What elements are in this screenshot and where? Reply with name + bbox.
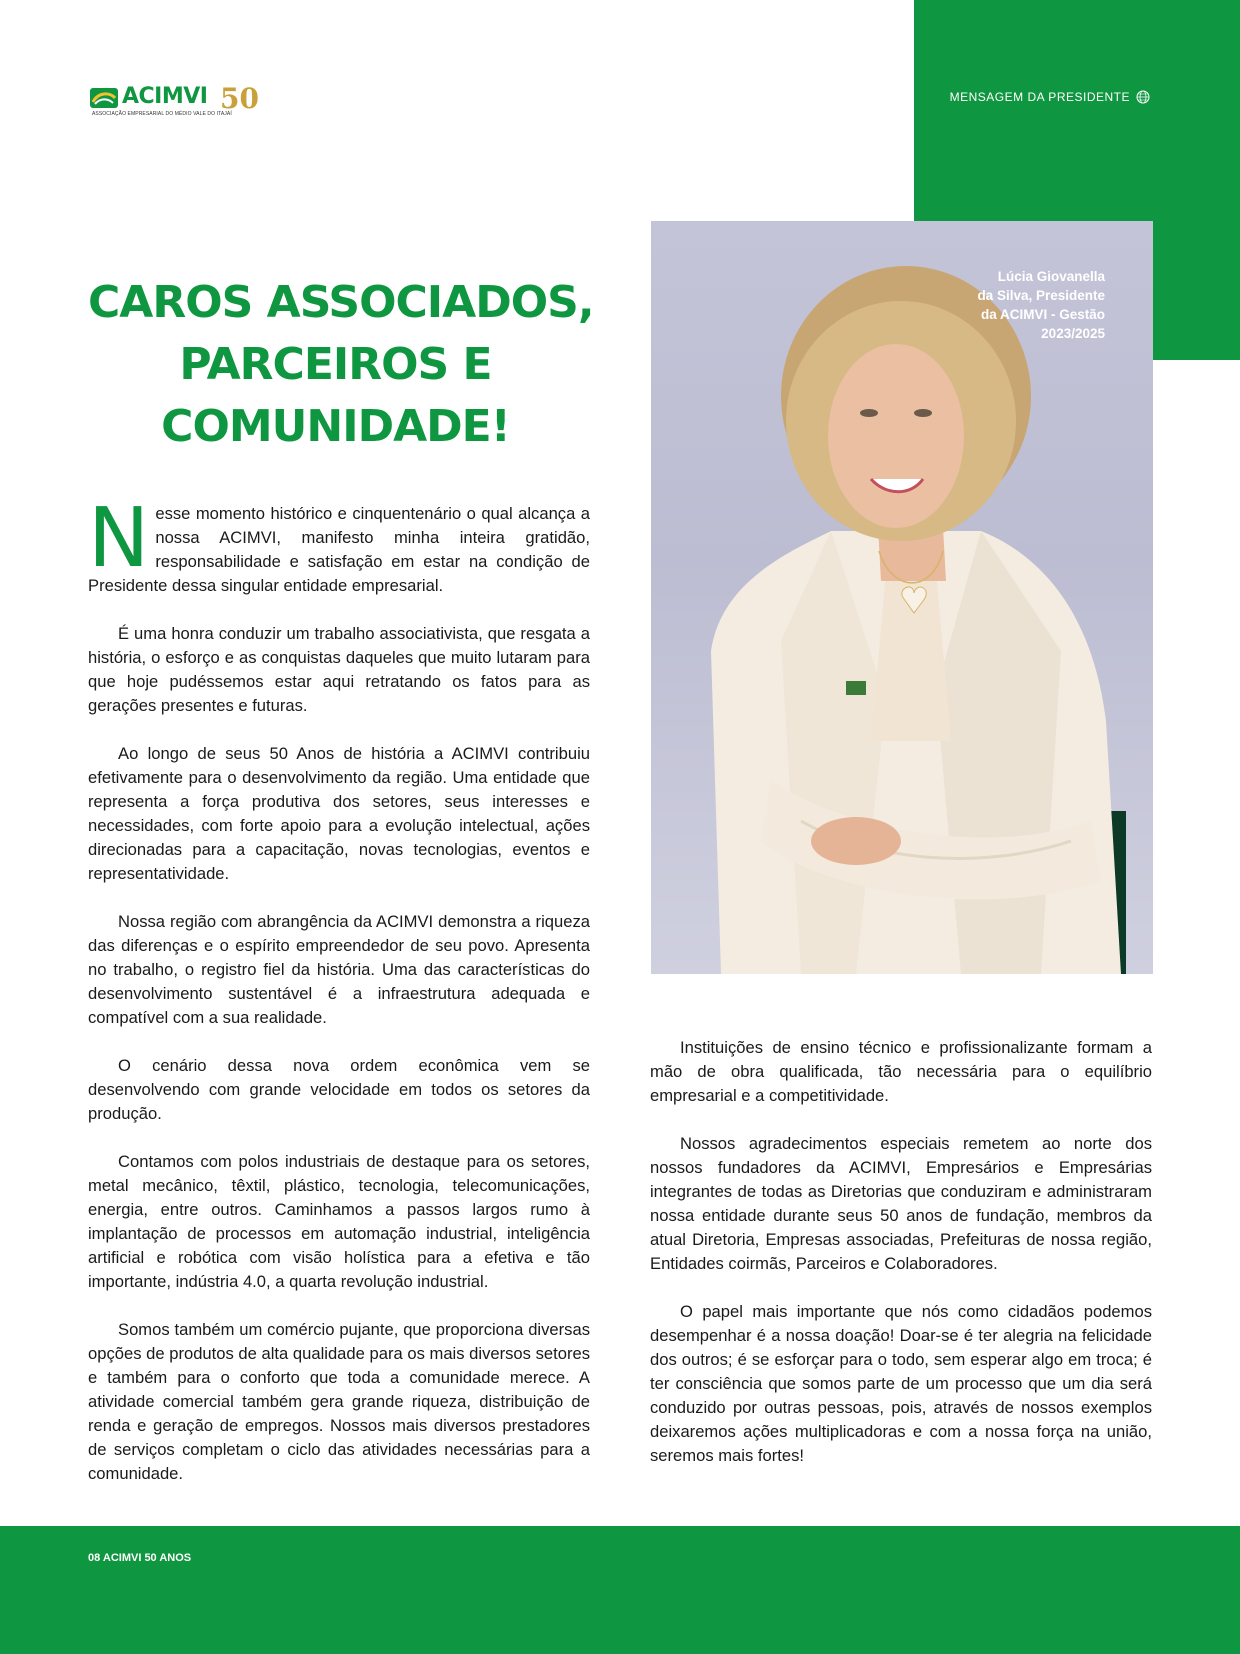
photo-caption [945, 267, 1105, 343]
paragraph-1-text: esse momento histórico e cinquentenário o qual alcança a nossa ACIMVI, manifesto minha inteira gratidão, responsabilidade e satisfação em estar na condição de Presidente dessa singular entidade empresarial. [88, 504, 590, 595]
paragraph-1 [88, 491, 590, 598]
dropcap: N [88, 491, 150, 586]
section-label-text: MENSAGEM DA PRESIDENTE [949, 90, 1130, 104]
paragraph-7: Somos também um comércio pujante, que proporciona diversas opções de produtos de alta qualidade para os mais diversos setores e também para o conforto que toda a comunidade merece. A atividade comercial também gera grande riqueza, distribuição de renda e geração de empregos. Nossos mais diversos prestadores de serviços completam o ciclo das atividades necessárias para a comunidade. [88, 1320, 590, 1483]
title-line-3: COMUNIDADE! [161, 401, 510, 452]
paragraph-8: Instituições de ensino técnico e profissionalizante formam a mão de obra qualificada, tão necessária para o equilíbrio empresarial e a competitividade. [650, 1038, 1152, 1105]
paragraph-2: É uma honra conduzir um trabalho associativista, que resgata a história, o esforço e as conquistas daqueles que muito lutaram para que hoje pudéssemos estar aqui retratando os fatos para as gerações presentes e futuras. [88, 624, 590, 715]
acimvi-emblem-icon [90, 88, 118, 108]
president-portrait [651, 221, 1153, 974]
article-column-left [88, 491, 590, 1510]
paragraph-9: Nossos agradecimentos especiais remetem ao norte dos nossos fundadores da ACIMVI, Empresários e Empresárias integrantes de todas as Diretorias que conduziram e administraram nossa entidade durante seus 50 anos de fundação, membros da atual Diretoria, Empresas associadas, Prefeituras de nossa região, Entidades coirmãs, Parceiros e Colaboradores. [650, 1134, 1152, 1273]
caption-line-1: Lúcia Giovanella [997, 269, 1105, 284]
paragraph-5: O cenário dessa nova ordem econômica vem se desenvolvendo com grande velocidade em todos os setores da produção. [88, 1056, 590, 1123]
paragraph-10: O papel mais importante que nós como cidadãos podemos desempenhar é a nossa doação! Doar-se é ter alegria na felicidade dos outros; é se esforçar para o todo, sem esperar algo em troca; é ter consciência que somos parte de um processo que um dia será conduzido por outras pessoas, pois, através de nossos exemplos deixaremos ações multiplicadoras e com a nossa força na união, seremos mais fortes! [650, 1302, 1152, 1465]
page-label: 08 ACIMVI 50 ANOS [88, 1552, 192, 1564]
footer-bar [0, 1526, 1240, 1654]
logo-tagline: ASSOCIAÇÃO EMPRESARIAL DO MÉDIO VALE DO ITAJAÍ [92, 111, 232, 117]
title-line-1: CAROS ASSOCIADOS, [88, 277, 594, 328]
paragraph-3: Ao longo de seus 50 Anos de história a ACIMVI contribuiu efetivamente para o desenvolvimento da região. Uma entidade que representa a força produtiva dos setores, seus interesses e necessidades, com forte apoio para a evolução intelectual, ações direcionadas para a capacitação, novas tecnologias, eventos e representatividade. [88, 744, 590, 883]
globe-icon [1136, 90, 1150, 104]
paragraph-6: Contamos com polos industriais de destaque para os setores, metal mecânico, têxtil, plástico, tecnologia, telecomunicações, energia, entre outros. Caminhamos a passos largos rumo à implantação de processos em automação industrial, inteligência artificial e robótica com visão holística para a efetiva e tão importante, indústria 4.0, a quarta revolução industrial. [88, 1152, 590, 1291]
caption-line-2: da Silva, Presidente [977, 288, 1105, 303]
paragraph-4: Nossa região com abrangência da ACIMVI demonstra a riqueza das diferenças e o espírito empreendedor de seu povo. Apresenta no trabalho, o registro fiel da história. Uma das características do desenvolvimento sustentável é a infraestrutura adequada e compatível com a sua realidade. [88, 912, 590, 1027]
caption-line-4: 2023/2025 [1041, 326, 1105, 341]
title-line-2: PARCEIROS E [179, 339, 492, 390]
page-title [88, 272, 594, 458]
article-column-right [650, 1036, 1152, 1492]
logo-wordmark: ACIMVI [122, 84, 208, 109]
acimvi-logo [90, 84, 260, 120]
logo-anniversary: 50 [220, 82, 259, 115]
section-label [950, 90, 1150, 104]
caption-line-3: da ACIMVI - Gestão [980, 307, 1105, 322]
